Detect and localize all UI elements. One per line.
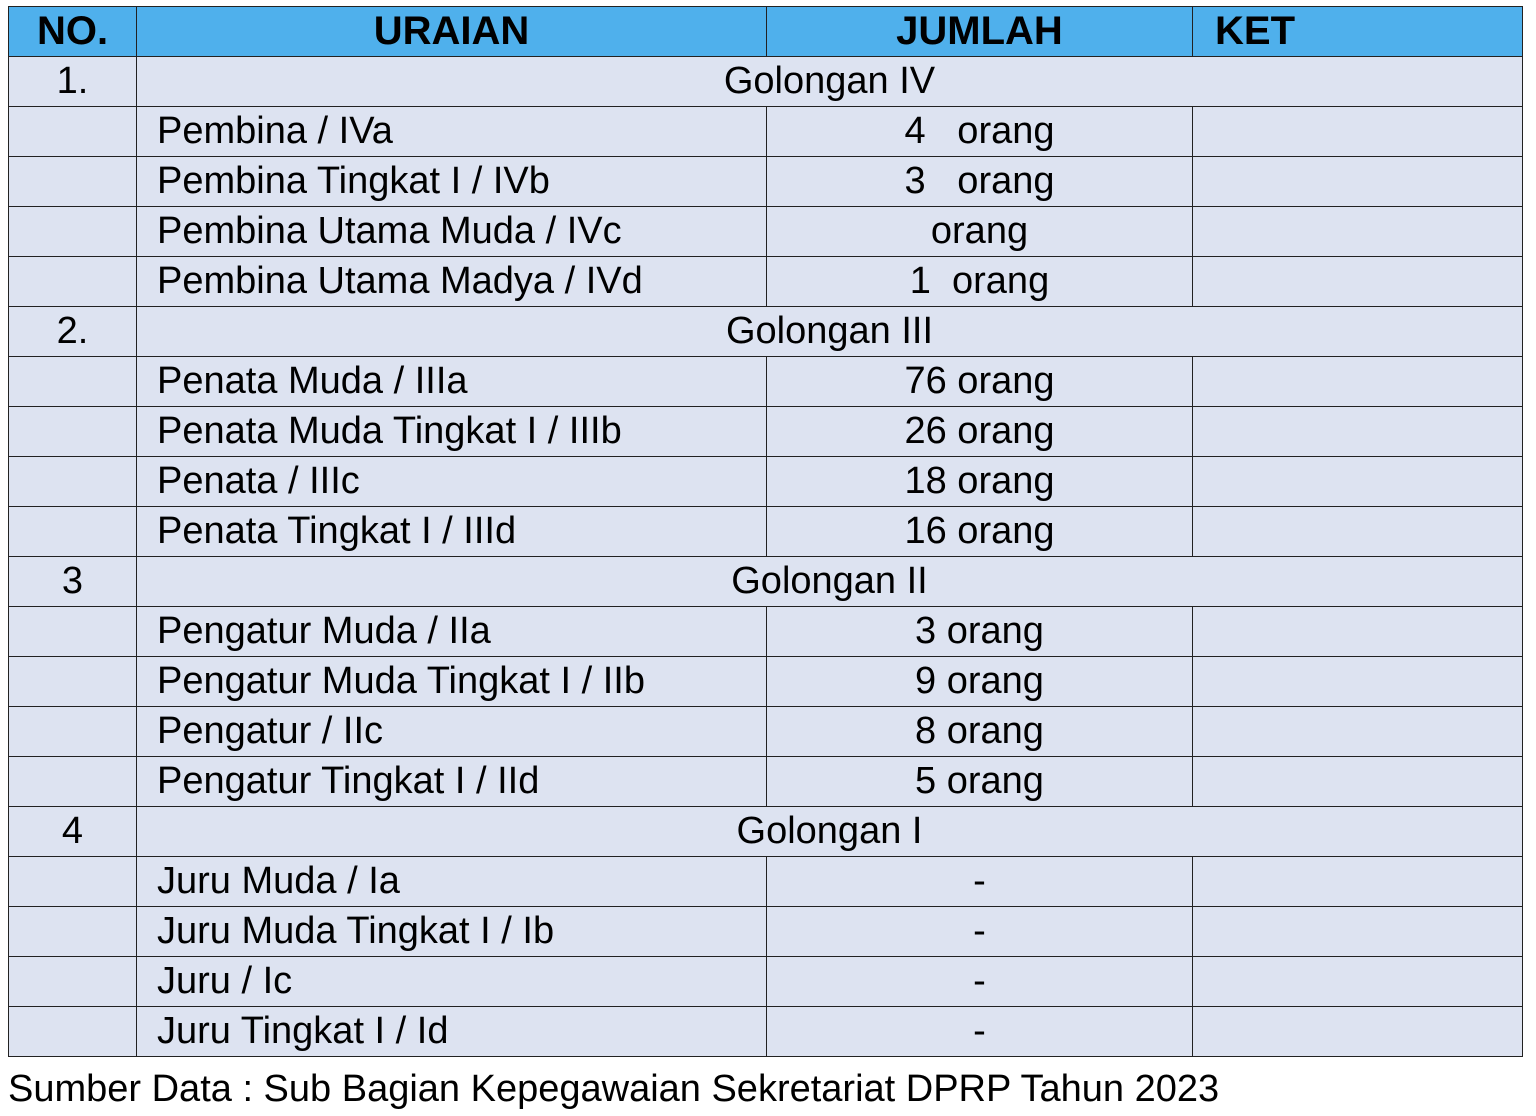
empty-no-cell — [9, 907, 137, 957]
group-row — [9, 57, 1523, 107]
ket-cell — [1193, 157, 1523, 207]
ket-cell — [1193, 1007, 1523, 1057]
header-row — [9, 7, 1523, 57]
ket-cell — [1193, 357, 1523, 407]
ket-cell — [1193, 857, 1523, 907]
employee-rank-table — [8, 6, 1523, 1057]
empty-no-cell — [9, 607, 137, 657]
source-caption: Sumber Data : Sub Bagian Kepegawaian Sekretariat DPRP Tahun 2023 — [8, 1068, 1220, 1110]
jumlah-cell: 16 orang — [767, 507, 1193, 557]
empty-no-cell — [9, 457, 137, 507]
jumlah-cell: - — [767, 1007, 1193, 1057]
uraian-cell: Juru Muda Tingkat I / Ib — [137, 907, 767, 957]
jumlah-cell: 26 orang — [767, 407, 1193, 457]
header-ket: KET — [1193, 7, 1523, 57]
jumlah-cell: 1 orang — [767, 257, 1193, 307]
table-row — [9, 107, 1523, 157]
empty-no-cell — [9, 857, 137, 907]
table-row — [9, 457, 1523, 507]
jumlah-cell: - — [767, 957, 1193, 1007]
empty-no-cell — [9, 757, 137, 807]
table-row — [9, 407, 1523, 457]
jumlah-cell: 18 orang — [767, 457, 1193, 507]
uraian-cell: Juru / Ic — [137, 957, 767, 1007]
table-row — [9, 607, 1523, 657]
uraian-cell: Pengatur / IIc — [137, 707, 767, 757]
jumlah-cell: 5 orang — [767, 757, 1193, 807]
uraian-cell: Juru Tingkat I / Id — [137, 1007, 767, 1057]
group-row — [9, 557, 1523, 607]
group-number: 4 — [9, 807, 137, 857]
table-row — [9, 857, 1523, 907]
table-row — [9, 157, 1523, 207]
ket-cell — [1193, 407, 1523, 457]
table-row — [9, 757, 1523, 807]
uraian-cell: Pembina Tingkat I / IVb — [137, 157, 767, 207]
table-row — [9, 957, 1523, 1007]
jumlah-cell: 8 orang — [767, 707, 1193, 757]
empty-no-cell — [9, 1007, 137, 1057]
ket-cell — [1193, 207, 1523, 257]
header-jumlah: JUMLAH — [767, 7, 1193, 57]
table-row — [9, 1007, 1523, 1057]
uraian-cell: Penata Tingkat I / IIId — [137, 507, 767, 557]
uraian-cell: Pembina Utama Muda / IVc — [137, 207, 767, 257]
empty-no-cell — [9, 957, 137, 1007]
header-uraian: URAIAN — [137, 7, 767, 57]
jumlah-cell: 9 orang — [767, 657, 1193, 707]
group-number: 2. — [9, 307, 137, 357]
jumlah-cell: - — [767, 907, 1193, 957]
ket-cell — [1193, 657, 1523, 707]
jumlah-cell: 76 orang — [767, 357, 1193, 407]
table-row — [9, 907, 1523, 957]
ket-cell — [1193, 757, 1523, 807]
jumlah-cell: orang — [767, 207, 1193, 257]
group-title: Golongan II — [137, 557, 1523, 607]
table-row — [9, 657, 1523, 707]
uraian-cell: Penata Muda / IIIa — [137, 357, 767, 407]
group-row — [9, 307, 1523, 357]
table-row — [9, 207, 1523, 257]
uraian-cell: Juru Muda / Ia — [137, 857, 767, 907]
empty-no-cell — [9, 407, 137, 457]
empty-no-cell — [9, 257, 137, 307]
table-row — [9, 707, 1523, 757]
table-row — [9, 257, 1523, 307]
jumlah-cell: 4 orang — [767, 107, 1193, 157]
group-title: Golongan III — [137, 307, 1523, 357]
empty-no-cell — [9, 357, 137, 407]
header-no: NO. — [9, 7, 137, 57]
empty-no-cell — [9, 507, 137, 557]
group-title: Golongan I — [137, 807, 1523, 857]
uraian-cell: Pengatur Tingkat I / IId — [137, 757, 767, 807]
jumlah-cell: - — [767, 857, 1193, 907]
empty-no-cell — [9, 107, 137, 157]
ket-cell — [1193, 507, 1523, 557]
group-number: 3 — [9, 557, 137, 607]
jumlah-cell: 3 orang — [767, 157, 1193, 207]
empty-no-cell — [9, 157, 137, 207]
empty-no-cell — [9, 707, 137, 757]
table-row — [9, 507, 1523, 557]
ket-cell — [1193, 607, 1523, 657]
group-number: 1. — [9, 57, 137, 107]
table-row — [9, 357, 1523, 407]
uraian-cell: Pembina Utama Madya / IVd — [137, 257, 767, 307]
group-title: Golongan IV — [137, 57, 1523, 107]
ket-cell — [1193, 907, 1523, 957]
uraian-cell: Penata / IIIc — [137, 457, 767, 507]
ket-cell — [1193, 957, 1523, 1007]
group-row — [9, 807, 1523, 857]
empty-no-cell — [9, 207, 137, 257]
uraian-cell: Pengatur Muda / IIa — [137, 607, 767, 657]
ket-cell — [1193, 457, 1523, 507]
empty-no-cell — [9, 657, 137, 707]
ket-cell — [1193, 707, 1523, 757]
ket-cell — [1193, 107, 1523, 157]
ket-cell — [1193, 257, 1523, 307]
uraian-cell: Penata Muda Tingkat I / IIIb — [137, 407, 767, 457]
jumlah-cell: 3 orang — [767, 607, 1193, 657]
uraian-cell: Pengatur Muda Tingkat I / IIb — [137, 657, 767, 707]
uraian-cell: Pembina / IVa — [137, 107, 767, 157]
